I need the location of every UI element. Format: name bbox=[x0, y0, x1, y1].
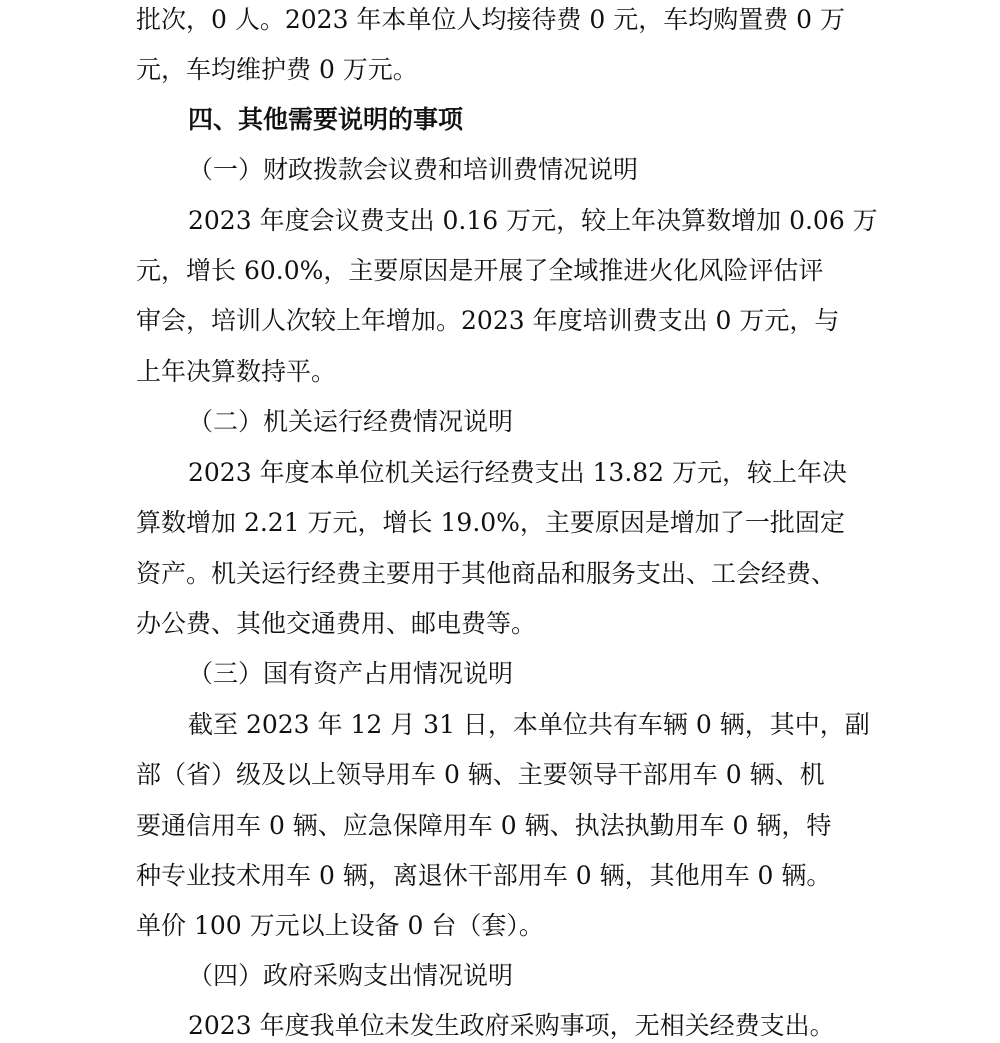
body-line: 2023 年度本单位机关运行经费支出 13.82 万元，较上年决 bbox=[188, 458, 848, 487]
body-line: 单价 100 万元以上设备 0 台（套）。 bbox=[136, 911, 544, 940]
body-line: 资产。机关运行经费主要用于其他商品和服务支出、工会经费、 bbox=[136, 559, 837, 588]
body-line: 办公费、其他交通费用、邮电费等。 bbox=[136, 609, 537, 638]
subsection-heading: （二）机关运行经费情况说明 bbox=[188, 407, 514, 436]
body-line: 上年决算数持平。 bbox=[136, 357, 337, 386]
section-heading: 四、其他需要说明的事项 bbox=[188, 105, 464, 134]
subsection-heading: （三）国有资产占用情况说明 bbox=[188, 659, 514, 688]
body-line: 批次，0 人。2023 年本单位人均接待费 0 元，车均购置费 0 万 bbox=[136, 5, 846, 34]
body-line: 截至 2023 年 12 月 31 日，本单位共有车辆 0 辆，其中，副 bbox=[188, 710, 870, 739]
body-line: 2023 年度会议费支出 0.16 万元，较上年决算数增加 0.06 万 bbox=[188, 206, 878, 235]
subsection-heading: （一）财政拨款会议费和培训费情况说明 bbox=[188, 155, 639, 184]
body-line: 要通信用车 0 辆、应急保障用车 0 辆、执法执勤用车 0 辆，特 bbox=[136, 811, 832, 840]
body-line: 种专业技术用车 0 辆，离退休干部用车 0 辆，其他用车 0 辆。 bbox=[136, 861, 832, 890]
body-line: 审会，培训人次较上年增加。2023 年度培训费支出 0 万元，与 bbox=[136, 306, 840, 335]
body-line: 元，增长 60.0%，主要原因是开展了全域推进火化风险评估评 bbox=[136, 256, 824, 285]
body-line: 2023 年度我单位未发生政府采购事项，无相关经费支出。 bbox=[188, 1011, 835, 1040]
body-line: 元，车均维护费 0 万元。 bbox=[136, 55, 418, 84]
body-line: 部（省）级及以上领导用车 0 辆、主要领导干部用车 0 辆、机 bbox=[136, 760, 825, 789]
subsection-heading: （四）政府采购支出情况说明 bbox=[188, 961, 514, 990]
body-line: 算数增加 2.21 万元，增长 19.0%，主要原因是增加了一批固定 bbox=[136, 508, 845, 537]
